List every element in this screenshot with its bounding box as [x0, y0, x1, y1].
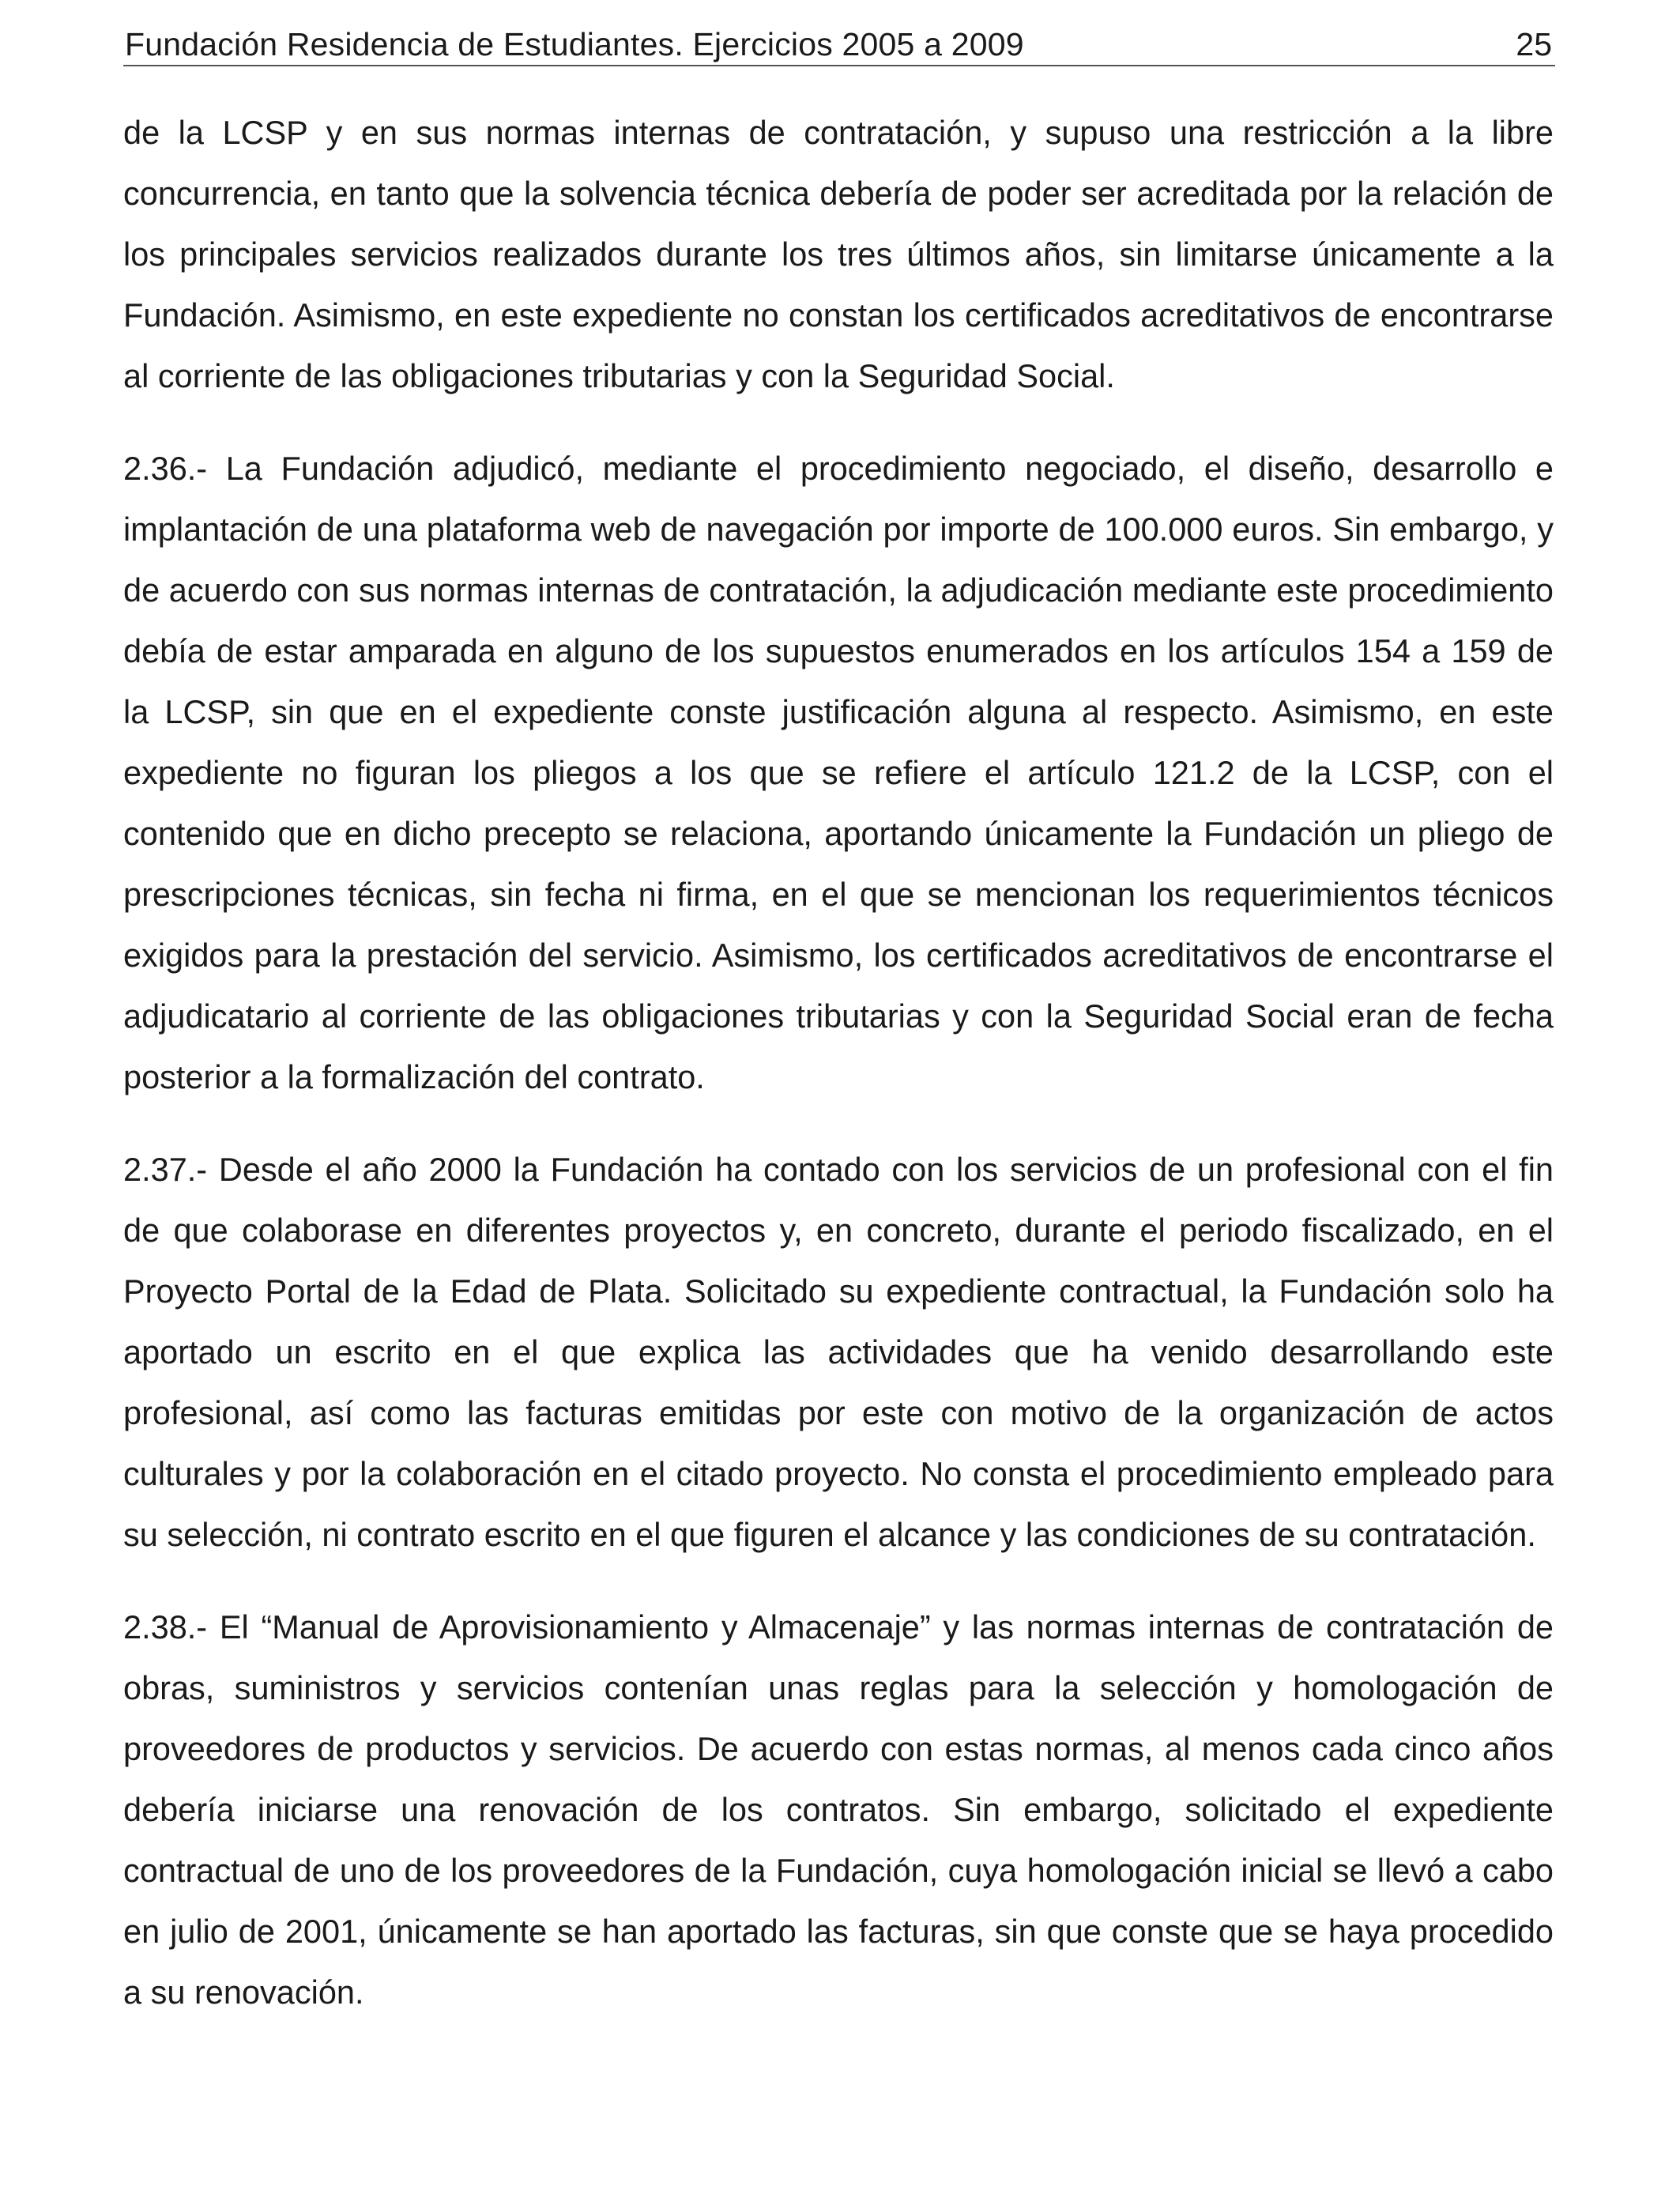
- page-header: [123, 22, 1555, 66]
- header-title: Fundación Residencia de Estudiantes. Ejercicios 2005 a 2009: [125, 26, 1024, 62]
- page-number: 25: [1516, 26, 1552, 62]
- document-body: [123, 102, 1554, 2022]
- paragraph-2-38: 2.38.- El “Manual de Aprovisionamiento y Almacenaje” y las normas internas de contratación de obras, suministros y servicios contenían unas reglas para la selección y homologación de proveedores de productos y servicios. De acuerdo con estas normas, al menos cada cinco años debería iniciarse una renovación de los contratos. Sin embargo, solicitado el expediente contractual de uno de los proveedores de la Fundación, cuya homologación inicial se llevó a cabo en julio de 2001, únicamente se han aportado las facturas, sin que conste que se haya procedido a su renovación.: [123, 1608, 1554, 2011]
- paragraph-continuation: de la LCSP y en sus normas internas de contratación, y supuso una restricción a la libre concurrencia, en tanto que la solvencia técnica debería de poder ser acreditada por la relación de los principales servicios realizados durante los tres últimos años, sin limitarse únicamente a la Fundación. Asimismo, en este expediente no constan los certificados acreditativos de encontrarse al corriente de las obligaciones tributarias y con la Seguridad Social.: [123, 114, 1554, 394]
- paragraph-2-37: 2.37.- Desde el año 2000 la Fundación ha contado con los servicios de un profesional con el fin de que colaborase en diferentes proyectos y, en concreto, durante el periodo fiscalizado, en el Proyecto Portal de la Edad de Plata. Solicitado su expediente contractual, la Fundación solo ha aportado un escrito en el que explica las actividades que ha venido desarrollando este profesional, así como las facturas emitidas por este con motivo de la organización de actos culturales y por la colaboración en el citado proyecto. No consta el procedimiento empleado para su selección, ni contrato escrito en el que figuren el alcance y las condiciones de su contratación.: [123, 1151, 1554, 1553]
- paragraph-2-36: 2.36.- La Fundación adjudicó, mediante el procedimiento negociado, el diseño, desarrollo e implantación de una plataforma web de navegación por importe de 100.000 euros. Sin embargo, y de acuerdo con sus normas internas de contratación, la adjudicación mediante este procedimiento debía de estar amparada en alguno de los supuestos enumerados en los artículos 154 a 159 de la LCSP, sin que en el expediente conste justificación alguna al respecto. Asimismo, en este expediente no figuran los pliegos a los que se refiere el artículo 121.2 de la LCSP, con el contenido que en dicho precepto se relaciona, aportando únicamente la Fundación un pliego de prescripciones técnicas, sin fecha ni firma, en el que se mencionan los requerimientos técnicos exigidos para la prestación del servicio. Asimismo, los certificados acreditativos de encontrarse el adjudicatario al corriente de las obligaciones tributarias y con la Seguridad Social eran de fecha posterior a la formalización del contrato.: [123, 450, 1554, 1095]
